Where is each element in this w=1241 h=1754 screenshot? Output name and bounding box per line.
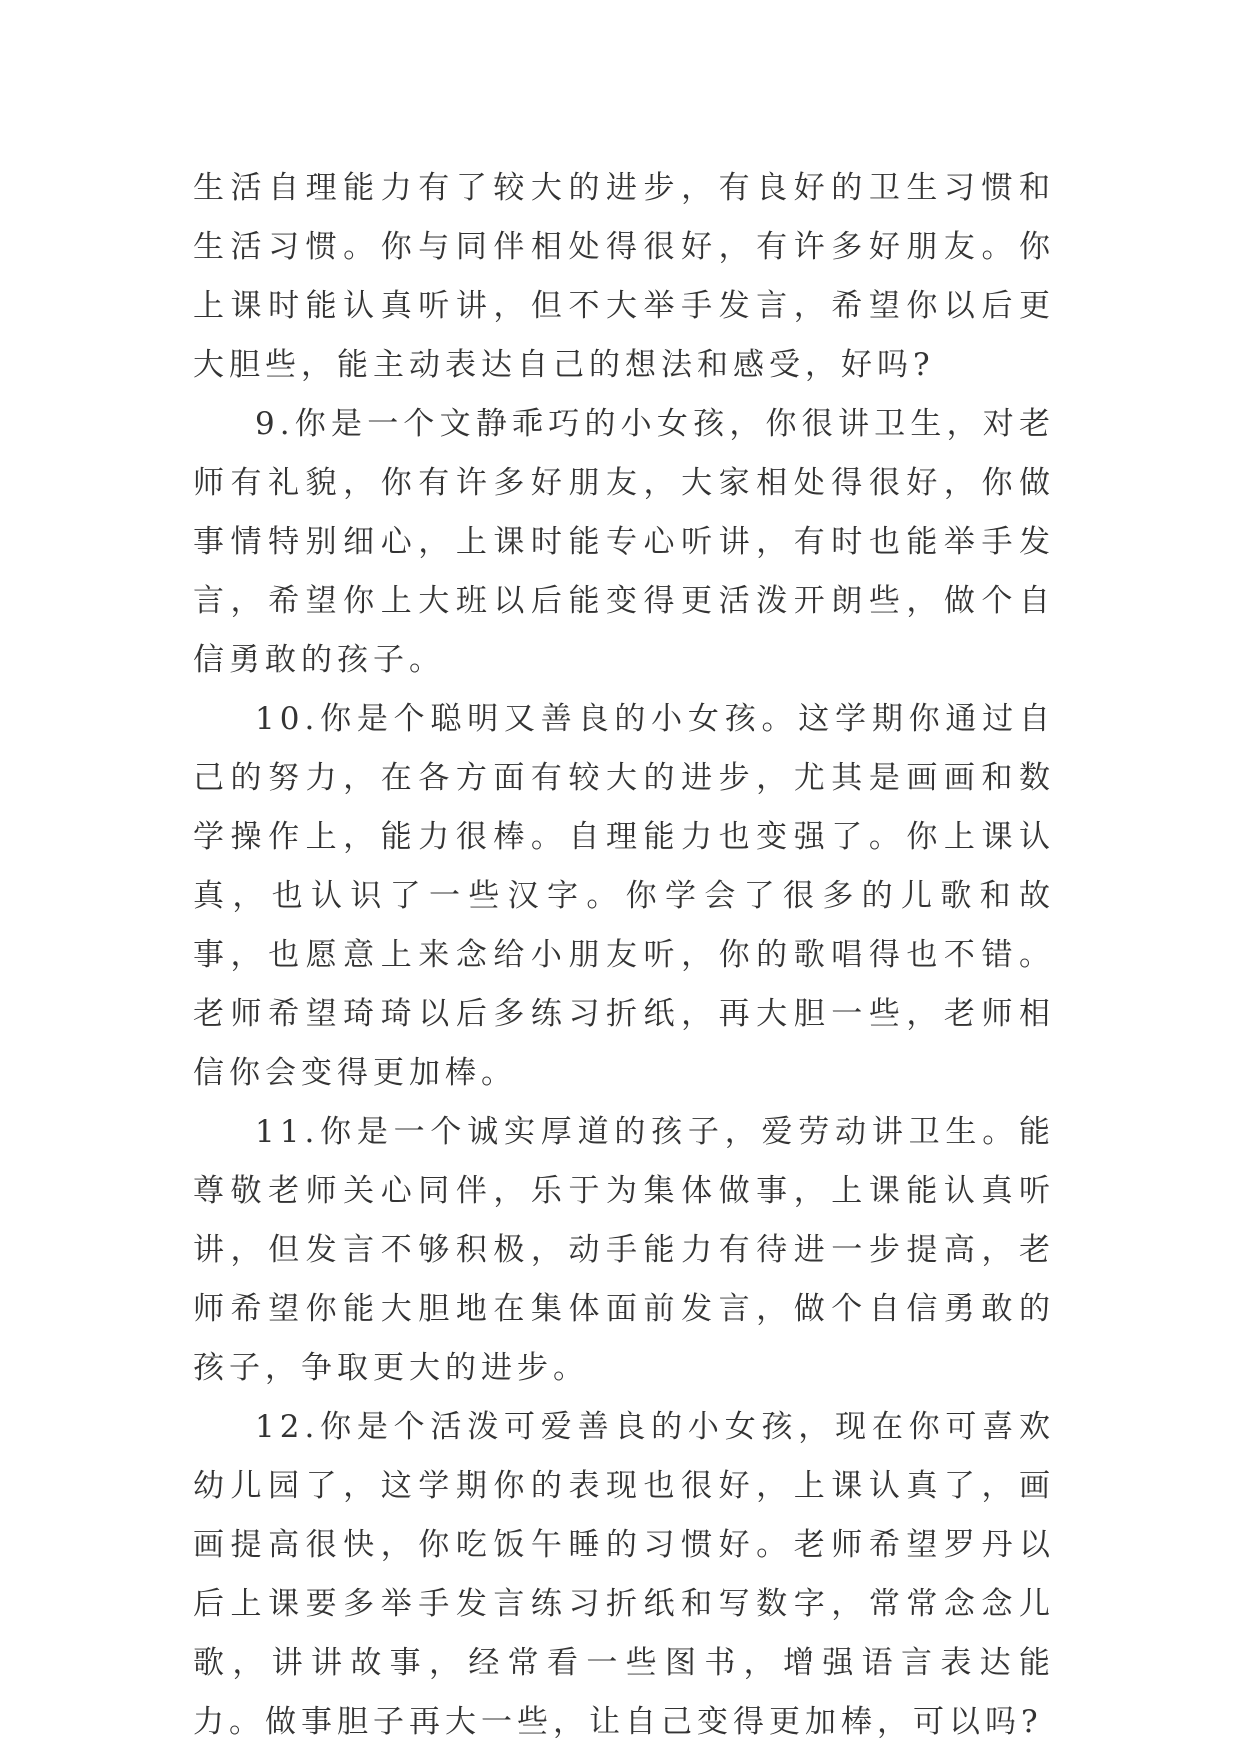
paragraph-item-10: 10.你是个聪明又善良的小女孩。这学期你通过自己的努力，在各方面有较大的进步，尤其是画画和数学操作上，能力很棒。自理能力也变强了。你上课认真，也认识了一些汉字。你学会了很多的儿歌和故事，也愿意上来念给小朋友听，你的歌唱得也不错。老师希望琦琦以后多练习折纸，再大胆一些，老师相信你会变得更加棒。 [193, 701, 1055, 1091]
paragraph-item-12: 12.你是个活泼可爱善良的小女孩，现在你可喜欢幼儿园了，这学期你的表现也很好，上课认真了，画画提高很快，你吃饭午睡的习惯好。老师希望罗丹以后上课要多举手发言练习折纸和写数字，常常念念儿歌，讲讲故事，经常看一些图书，增强语言表达能力。做事胆子再大一些，让自己变得更加棒，可以吗? [193, 1409, 1055, 1740]
document-page [193, 159, 1055, 1752]
paragraph-item-11: 11.你是一个诚实厚道的孩子，爱劳动讲卫生。能尊敬老师关心同伴，乐于为集体做事，上课能认真听讲，但发言不够积极，动手能力有待进一步提高，老师希望你能大胆地在集体面前发言，做个自信勇敢的孩子，争取更大的进步。 [193, 1114, 1055, 1386]
paragraph-item-9: 9.你是一个文静乖巧的小女孩，你很讲卫生，对老师有礼貌，你有许多好朋友，大家相处得很好，你做事情特别细心，上课时能专心听讲，有时也能举手发言，希望你上大班以后能变得更活泼开朗些，做个自信勇敢的孩子。 [193, 406, 1055, 678]
paragraph-continued: 生活自理能力有了较大的进步，有良好的卫生习惯和生活习惯。你与同伴相处得很好，有许多好朋友。你上课时能认真听讲，但不大举手发言，希望你以后更大胆些，能主动表达自己的想法和感受，好吗? [193, 170, 1055, 383]
